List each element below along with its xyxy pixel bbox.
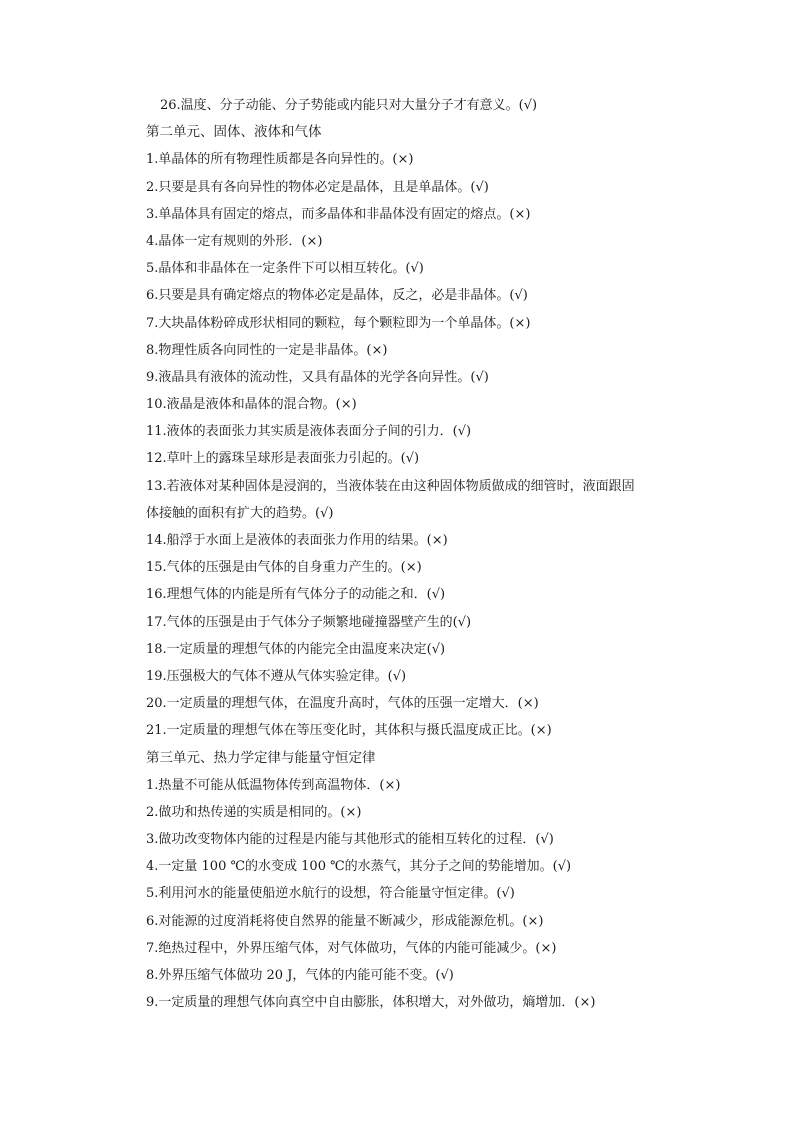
list-item: 20.一定质量的理想气体，在温度升高时，气体的压强一定增大．(×) <box>146 696 539 712</box>
list-item: 7.大块晶体粉碎成形状相同的颗粒，每个颗粒即为一个单晶体。(×) <box>146 315 531 331</box>
list-item: 10.液晶是液体和晶体的混合物。(×) <box>146 397 357 413</box>
section-heading-unit-2: 第二单元、固体、液体和气体 <box>146 124 322 141</box>
list-item: 1.热量不可能从低温物体传到高温物体．(×) <box>146 777 401 793</box>
list-item: 14.船浮于水面上是液体的表面张力作用的结果。(×) <box>146 533 448 548</box>
list-item: 8.物理性质各向同性的一定是非晶体。(×) <box>146 342 388 358</box>
list-item: 17.气体的压强是由于气体分子频繁地碰撞器壁产生的(√) <box>146 614 472 630</box>
list-item: 13.若液体对某种固体是浸润的，当液体装在由这种固体物质做成的细管时，液面跟固 <box>146 478 635 494</box>
list-item: 3.做功改变物体内能的过程是内能与其他形式的能相互转化的过程．(√) <box>146 832 554 848</box>
list-item: 7.绝热过程中，外界压缩气体，对气体做功，气体的内能可能减少。(×) <box>146 940 557 956</box>
list-item: 5.晶体和非晶体在一定条件下可以相互转化。(√) <box>146 261 424 277</box>
section-heading-unit-3: 第三单元、热力学定律与能量守恒定律 <box>146 749 376 766</box>
list-item: 11.液体的表面张力其实质是液体表面分子间的引力．(√) <box>146 424 472 440</box>
list-item: 5.利用河水的能量使船逆水航行的设想，符合能量守恒定律。(√) <box>146 886 515 902</box>
list-item: 6.对能源的过度消耗将使自然界的能量不断减少，形成能源危机。(×) <box>146 913 544 929</box>
list-item: 1.单晶体的所有物理性质都是各向异性的。(×) <box>146 152 414 168</box>
list-item: 6.只要是具有确定熔点的物体必定是晶体，反之，必是非晶体。(√) <box>146 288 528 304</box>
list-item: 15.气体的压强是由气体的自身重力产生的。(×) <box>146 560 422 576</box>
intro-line: 26.温度、分子动能、分子势能或内能只对大量分子才有意义。(√) <box>160 98 538 113</box>
list-item: 4.一定量 100 ℃的水变成 100 ℃的水蒸气，其分子之间的势能增加。(√) <box>146 859 572 875</box>
list-item: 9.液晶具有液体的流动性，又具有晶体的光学各向异性。(√) <box>146 369 489 385</box>
list-item: 12.草叶上的露珠呈球形是表面张力引起的。(√) <box>146 451 420 467</box>
list-item: 3.单晶体具有固定的熔点，而多晶体和非晶体没有固定的熔点。(×) <box>146 206 531 222</box>
list-item: 21.一定质量的理想气体在等压变化时，其体积与摄氏温度成正比。(×) <box>146 723 552 739</box>
list-item: 9.一定质量的理想气体向真空中自由膨胀，体积增大，对外做功，熵增加．(×) <box>146 995 596 1011</box>
section-unit-2-list <box>146 146 666 744</box>
section-unit-3-list <box>146 772 666 1017</box>
list-item-continuation: 体接触的面积有扩大的趋势。(√) <box>146 505 334 521</box>
list-item: 19.压强极大的气体不遵从气体实验定律。(√) <box>146 668 407 684</box>
list-item: 4.晶体一定有规则的外形．(×) <box>146 233 323 249</box>
document-content <box>146 92 666 1016</box>
list-item: 8.外界压缩气体做功 20 J，气体的内能可能不变。(√) <box>146 968 454 983</box>
list-item: 18.一定质量的理想气体的内能完全由温度来决定(√) <box>146 641 446 657</box>
list-item: 2.做功和热传递的实质是相同的。(×) <box>146 804 362 820</box>
list-item: 16.理想气体的内能是所有气体分子的动能之和．(√) <box>146 587 446 603</box>
list-item: 2.只要是具有各向异性的物体必定是晶体，且是单晶体。(√) <box>146 179 489 195</box>
